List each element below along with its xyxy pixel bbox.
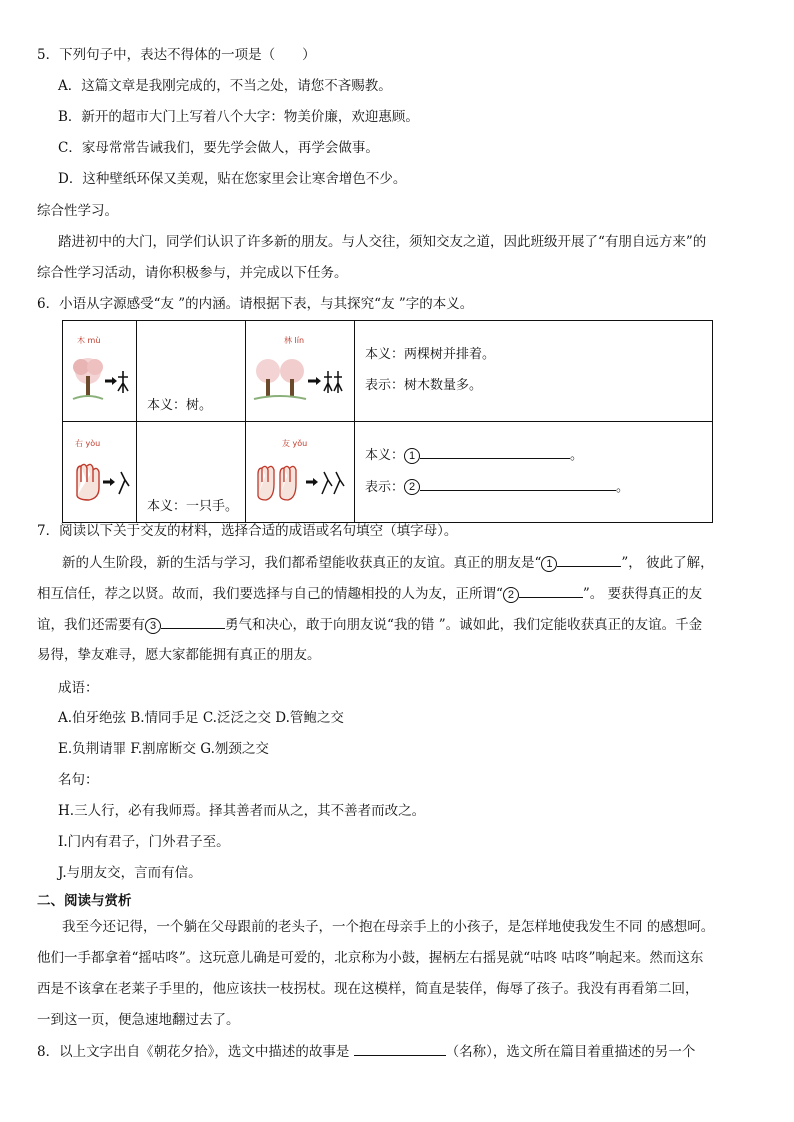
glyph-cell-mu — [63, 321, 137, 422]
meaning-lin-1: 本义：两棵树并排着。 — [365, 347, 496, 362]
q6-table — [62, 320, 713, 523]
fill-cell-you-friend — [355, 422, 713, 523]
glyph-cell-you-right — [63, 422, 137, 523]
fill-benyi: 本义： 1 。 — [365, 444, 702, 464]
blank-q7-2[interactable] — [519, 583, 583, 598]
tree-glyph-icon — [63, 321, 136, 417]
q7-stem: 7．阅读以下关于交友的材料，选择合适的成语或名句填空（填字母）。 — [37, 523, 458, 539]
meaning-you-right: 本义：一只手。 — [147, 499, 239, 514]
section-comprehensive-intro-1: 踏进初中的大门，同学们认识了许多新的朋友。与人交往，须知交友之道，因此班级开展了“有朋自远方来”的 — [58, 234, 707, 250]
meaning-mu: 本义：树。 — [147, 398, 213, 413]
meaning-cell-lin — [355, 321, 713, 422]
hand-glyph-icon — [63, 422, 136, 518]
q7-paragraph-line-2: 相互信任，荐之以贤。故而，我们要选择与自己的情趣相投的人为友，正所谓“ 2 ”。 要获得真正的友 — [37, 583, 702, 604]
q7-paragraph-line-3: 谊，我们还需要有 3 勇气和决心，敢于向朋友说“我的错 ”。诚如此，我们定能收获真正的友谊。千金 — [37, 614, 702, 635]
blank-biaoshi[interactable] — [420, 476, 616, 491]
svg-text:木 mù: 木 mù — [77, 336, 101, 345]
section-reading-title: 二、阅读与赏析 — [37, 893, 132, 909]
q5-option-d: D．这种壁纸环保又美观，贴在您家里会让寒舍增色不少。 — [58, 171, 407, 187]
glyph-cell-lin — [246, 321, 355, 422]
q7-paragraph-line-1: 新的人生阶段，新的生活与学习，我们都希望能收获真正的友谊。真正的朋友是“ 1 ”， 彼此了解， — [62, 552, 714, 573]
quote-j: J.与朋友交，言而有信。 — [58, 865, 202, 881]
section-comprehensive-title: 综合性学习。 — [37, 203, 118, 219]
q5-option-a: A．这篇文章是我刚完成的，不当之处，请您不吝赐教。 — [58, 78, 392, 94]
q5-option-b: B．新开的超市大门上写着八个大字：物美价廉，欢迎惠顾。 — [58, 109, 419, 125]
idiom-label: 成语： — [58, 680, 99, 696]
q5-stem: 5．下列句子中，表达不得体的一项是（ ） — [37, 47, 316, 63]
blank-q7-1[interactable] — [557, 552, 621, 567]
quote-h: H.三人行，必有我师焉。择其善者而从之，其不善者而改之。 — [58, 803, 426, 819]
section-comprehensive-intro-2: 综合性学习活动，请你积极参与，并完成以下任务。 — [37, 265, 348, 281]
blank-q8-story[interactable] — [354, 1041, 446, 1056]
glyph-cell-you-friend — [246, 422, 355, 523]
reading-line-1: 我至今还记得，一个躺在父母跟前的老头子，一个抱在母亲手上的小孩子，是怎样地使我发生不同 的感想呵。 — [62, 919, 715, 935]
svg-text:右 yòu: 右 yòu — [75, 439, 101, 448]
quote-i: I.门内有君子，门外君子至。 — [58, 834, 230, 850]
q8-stem: 8．以上文字出自《朝花夕拾》，选文中描述的故事是 （名称），选文所在篇目着重描述的另一个 — [37, 1041, 695, 1062]
idiom-options-2: E.负荆请罪 F.割席断交 G.刎颈之交 — [58, 741, 269, 757]
two-hands-glyph-icon — [246, 422, 354, 518]
fill-biaoshi: 表示： 2 。 — [365, 476, 702, 496]
q6-stem: 6．小语从字源感受“友 ”的内涵。请根据下表，与其探究“友 ”字的本义。 — [37, 296, 474, 312]
quote-label: 名句： — [58, 772, 99, 788]
blank-q7-3[interactable] — [161, 614, 225, 629]
idiom-options-1: A.伯牙绝弦 B.情同手足 C.泛泛之交 D.管鲍之交 — [58, 710, 344, 726]
blank-benyi[interactable] — [420, 444, 570, 459]
meaning-cell-mu — [137, 321, 246, 422]
svg-text:林 lín: 林 lín — [284, 336, 305, 345]
q7-paragraph-line-4: 易得，挚友难寻，愿大家都能拥有真正的朋友。 — [37, 647, 321, 663]
q5-option-c: C．家母常常告诫我们，要先学会做人，再学会做事。 — [58, 140, 379, 156]
meaning-cell-you-right — [137, 422, 246, 523]
reading-line-3: 西是不该拿在老莱子手里的，他应该扶一枝拐杖。现在这模样，简直是装佯，侮辱了孩子。我没有再看第二回， — [37, 981, 699, 997]
reading-line-4: 一到这一页，便急速地翻过去了。 — [37, 1012, 240, 1028]
meaning-lin-2: 表示：树木数量多。 — [365, 378, 483, 393]
forest-glyph-icon — [246, 321, 354, 417]
reading-line-2: 他们一手都拿着“摇咕咚”。这玩意儿确是可爱的，北京称为小鼓，握柄左右摇晃就“咕咚 咕咚”响起来。然而这东 — [37, 950, 704, 966]
svg-text:友 yǒu: 友 yǒu — [282, 439, 308, 448]
